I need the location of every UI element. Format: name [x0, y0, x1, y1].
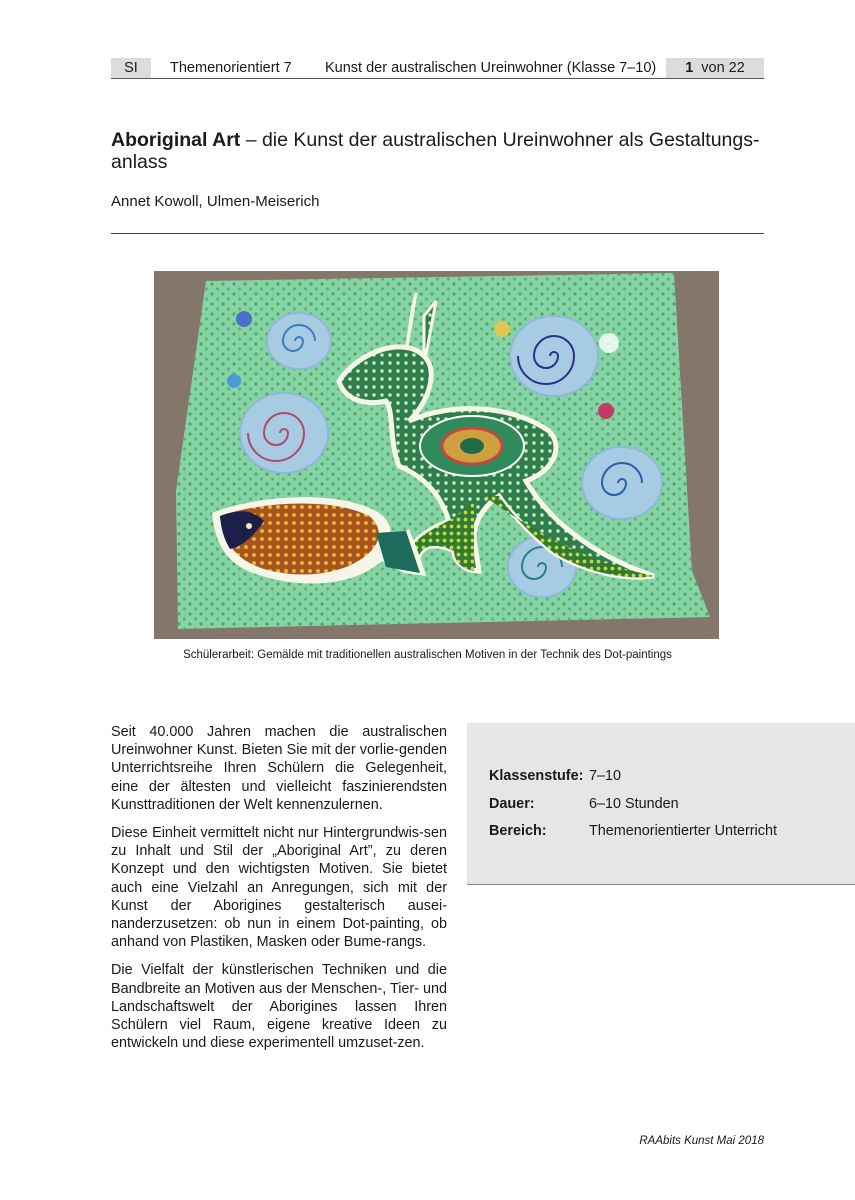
info-label: Bereich:: [489, 823, 547, 839]
info-value: Themenorientierter Unterricht: [589, 823, 777, 839]
body-text: [111, 723, 447, 1062]
page-number: 1: [685, 60, 694, 76]
info-box: [467, 723, 855, 885]
info-label: Klassenstufe:: [489, 768, 584, 784]
header-rule: [111, 78, 764, 79]
info-label: Dauer:: [489, 796, 535, 812]
page-indicator: [666, 58, 764, 78]
paragraph: Seit 40.000 Jahren machen die australischen Ureinwohner Kunst. Bieten Sie mit der vorlie-genden Unterrichtsreihe Ihren Schülern die Gelegenheit, eine der ältesten und vielleicht faszinierendsten Kunsttraditionen der Welt kennenzulernen.: [111, 724, 447, 813]
page-title: [111, 129, 766, 173]
author-line: Annet Kowoll, Ulmen-Meiserich: [111, 193, 320, 210]
paragraph: Diese Einheit vermittelt nicht nur Hintergrundwis-sen zu Inhalt und Stil der „Aboriginal Art”, zu deren Konzept und den wichtigsten Motiven. Sie bietet auch eine Vielzahl an Anregungen, sich mit der Kunst der Aborigines gestalterisch ausei-nanderzusetzen: ob nun in einem Dot-painting, ob anhand von Plastiken, Masken oder Bume-rangs.: [111, 825, 447, 951]
level-badge: SI: [111, 58, 151, 78]
info-value: 7–10: [589, 768, 622, 784]
topic-label: Kunst der australischen Ureinwohner (Klasse 7–10): [325, 60, 657, 76]
divider: [111, 233, 764, 234]
title-bold: Aboriginal Art: [111, 129, 241, 151]
footer-imprint: RAAbits Kunst Mai 2018: [639, 1135, 764, 1147]
series-label: Themenorientiert 7: [170, 60, 292, 76]
info-value: 6–10 Stunden: [589, 796, 679, 812]
dot-painting-photo: [154, 271, 719, 639]
page-header: [111, 58, 764, 80]
title-rest: – die Kunst der australischen Ureinwohner als Gestaltungs-anlass: [111, 129, 760, 173]
page-total: von 22: [701, 60, 745, 76]
figure-caption: Schülerarbeit: Gemälde mit traditionellen australischen Motiven in der Technik des Dot-paintings: [183, 649, 672, 661]
paragraph: Die Vielfalt der künstlerischen Techniken und die Bandbreite an Motiven aus der Menschen-, Tier- und Landschaftswelt der Aborigines lassen Ihren Schülern viel Raum, eigene kreative Ideen zu entwickeln und diese experimentell umzuset-zen.: [111, 962, 447, 1052]
